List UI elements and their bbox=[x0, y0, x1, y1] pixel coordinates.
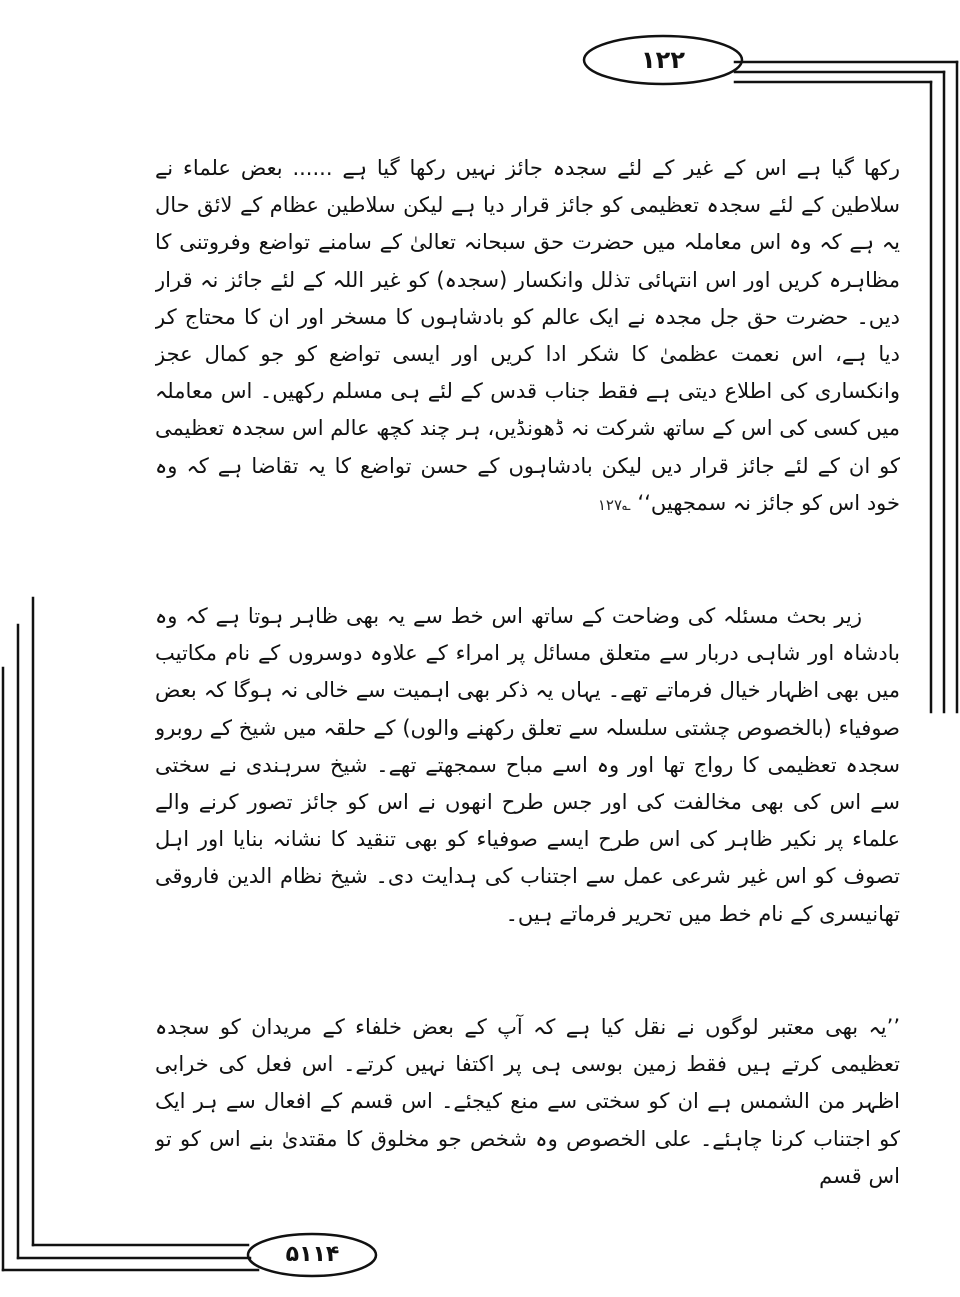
paragraph-3-quotation: ’’یہ بھی معتبر لوگوں نے نقل کیا ہے کہ آپ کے بعض خلفاء کے مریدان کو سجدہ تعظیمی کرتے ہیں فقط زمین بوسی ہی پر اکتفا نہیں کرتے۔ اس فعل کی خرابی اظہر من الشمس ہے ان کو سختی سے منع کیجئے۔ اس قسم کے افعال سے ہر ایک کو اجتناب کرنا چاہئے۔ علی الخصوص وہ شخص جو مخلوق کا مقتدیٰ بنے اس کو تو اس قسم bbox=[155, 1015, 900, 1188]
paragraph-1 bbox=[155, 150, 900, 596]
paragraph-2: زیر بحث مسئلہ کی وضاحت کے ساتھ اس خط سے یہ بھی ظاہر ہوتا ہے کہ وہ بادشاہ اور شاہی دربار سے متعلق مسائل پر امراء کے علاوہ دوسروں کے نام مکاتیب میں بھی اظہار خیال فرماتے تھے۔ یہاں یہ ذکر بھی اہمیت سے خالی نہ ہوگا کہ بعض صوفیاء (بالخصوص چشتی سلسلہ سے تعلق رکھنے والوں) کے حلقہ میں شیخ کے روبرو سجدہ تعظیمی کا رواج تھا اور وہ اسے مباح سمجھتے تھے۔ شیخ سرہندی نے سختی سے اس کی بھی مخالفت کی اور جس طرح انھوں نے اس کو جائز تصور کرنے والے علماء پر نکیر ظاہر کی اس طرح ایسے صوفیاء کو بھی تنقید کا نشانہ بنایا اور اہل تصوف کو اس غیر شرعی عمل سے اجتناب کی ہدایت دی۔ شیخ نظام الدین فاروقی تھانیسری کے نام خط میں تحریر فرماتے ہیں۔ bbox=[155, 604, 900, 926]
paragraph-1-text: رکھا گیا ہے اس کے غیر کے لئے سجدہ جائز نہیں رکھا گیا ہے ...... بعض علماء نے سلاطین کے لئے سجدہ تعظیمی کو جائز قرار دیا ہے لیکن سلاطین عظام کے لائق حال یہ ہے کہ وہ اس معاملہ میں حضرت حق سبحانہ تعالیٰ کے سامنے تواضع وفروتنی کا مظاہرہ کریں اور اس انتہائی تذلل وانکسار (سجدہ) کو غیر اللہ کے لئے جائز نہ قرار دیں۔ حضرت حق جل مجدہ نے ایک عالم کو بادشاہوں کا مسخر اور ان کا محتاج کر دیا ہے، اس نعمت عظمیٰ کا شکر ادا کریں اور ایسی تواضع کو جو کمال عجز وانکساری کی اطلاع دیتی ہے فقط جناب قدس کے لئے ہی مسلم رکھیں۔ اس معاملہ میں کسی کی اس کے ساتھ شرکت نہ ڈھونڈیں، ہر چند کچھ عالم اس سجدہ تعظیمی کو ان کے لئے جائز قرار دیں لیکن بادشاہوں کے حسن تواضع کا یہ تقاضا ہے کہ وہ خود اس کو جائز نہ سمجھیں‘‘ bbox=[155, 156, 900, 515]
footnote-reference: ؎۱۲۷ bbox=[597, 495, 631, 514]
page-body-text bbox=[155, 150, 900, 1197]
top-page-number: ۱۲۲ bbox=[641, 46, 685, 74]
bottom-page-number: ۵۱۱۴ bbox=[285, 1242, 340, 1267]
